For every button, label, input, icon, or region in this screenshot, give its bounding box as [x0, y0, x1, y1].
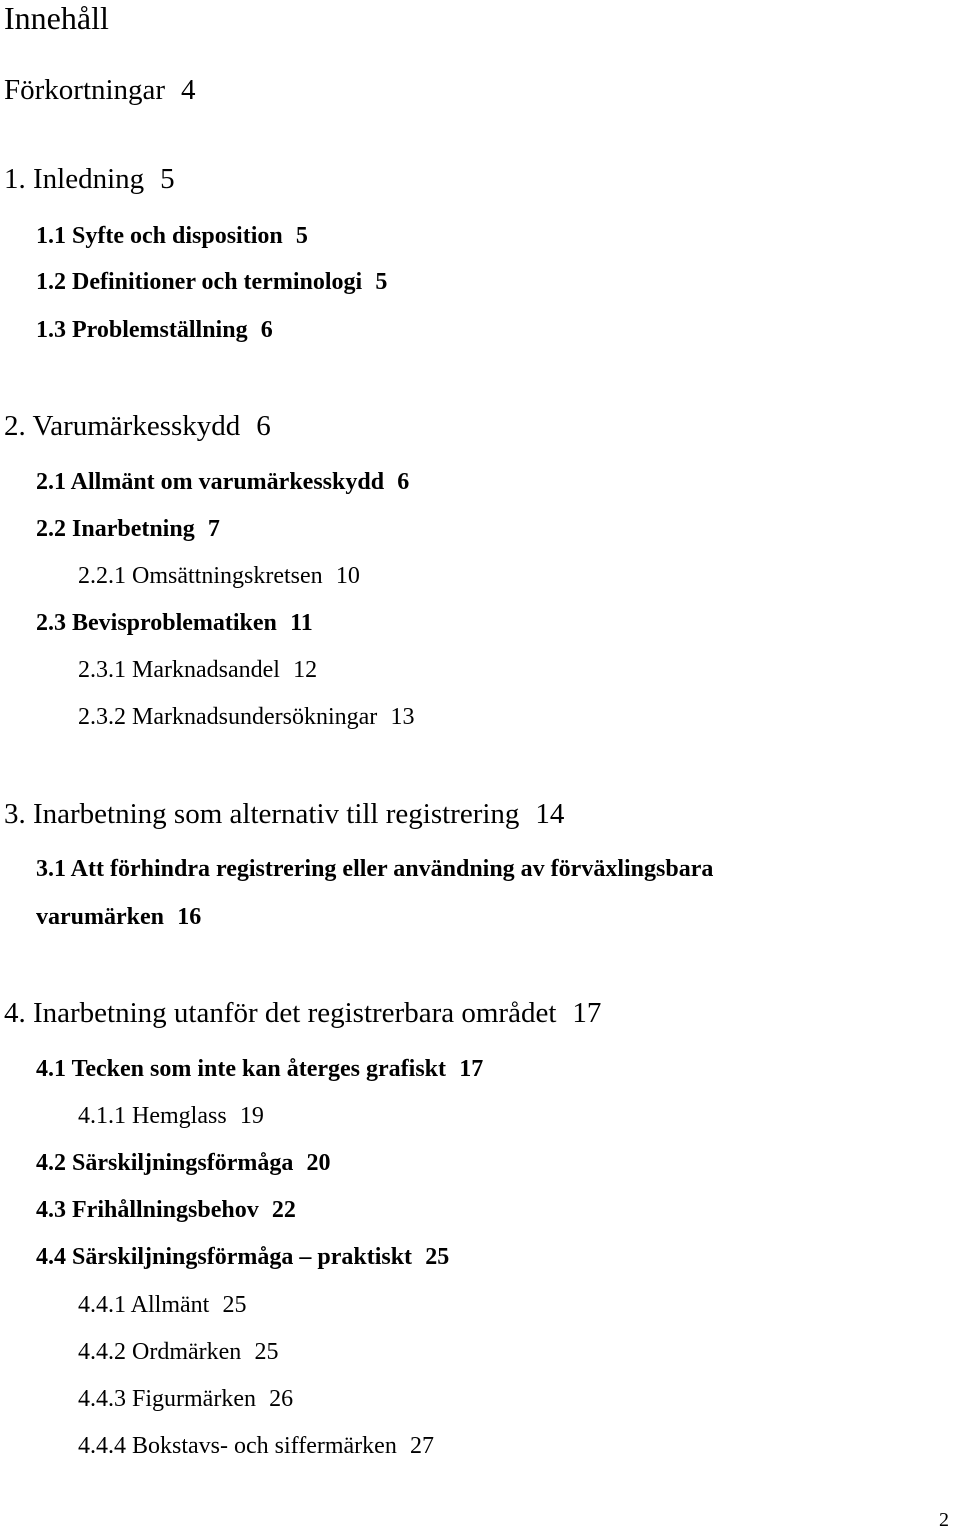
toc-entry-label: 2. Varumärkesskydd: [4, 410, 241, 442]
toc-entry: [36, 318, 273, 342]
toc-entry: [4, 999, 601, 1028]
toc-entry-page: 22: [271, 1197, 296, 1223]
toc-entry-label: 4. Inarbetning utanför det registrerbara området: [4, 997, 557, 1029]
toc-entry: [36, 1245, 449, 1269]
toc-entry-page: 25: [425, 1244, 450, 1270]
toc-entry: [78, 1387, 293, 1411]
toc-entry-page: 25: [254, 1339, 279, 1365]
toc-entry: [78, 1293, 247, 1317]
toc-entry-label: 1.3 Problemställning: [36, 317, 248, 343]
toc-entry-label: 4.4.2 Ordmärken: [78, 1339, 242, 1365]
toc-entry: [36, 1151, 331, 1175]
page-title: Innehåll: [4, 0, 109, 36]
toc-entry: [78, 705, 414, 729]
toc-entry: [78, 658, 317, 682]
toc-entry-page: 5: [295, 223, 308, 249]
toc-entry-label: 2.1 Allmänt om varumärkesskydd: [36, 469, 385, 495]
toc-entry: [36, 517, 220, 541]
toc-entry: [36, 470, 409, 494]
toc-entry-page: 7: [207, 516, 220, 542]
toc-entry-page: 17: [572, 997, 602, 1029]
toc-entry-label: 4.2 Särskiljningsförmåga: [36, 1150, 294, 1176]
toc-entry-label: 2.2.1 Omsättningskretsen: [78, 563, 323, 589]
toc-entry: [4, 76, 196, 105]
toc-entry-label: Förkortningar: [4, 74, 166, 106]
toc-entry-page: 6: [260, 317, 273, 343]
toc-entry-label: varumärken: [36, 904, 164, 930]
toc-entry-page: 26: [269, 1386, 294, 1412]
toc-entry-page: 5: [375, 269, 388, 295]
toc-entry-label: 4.4 Särskiljningsförmåga – praktiskt: [36, 1244, 413, 1270]
toc-entry: [78, 1340, 278, 1364]
toc-entry: [4, 165, 175, 194]
toc-entry: [36, 1198, 296, 1222]
toc-entry: [78, 564, 360, 588]
toc-entry-label: 4.4.3 Figurmärken: [78, 1386, 256, 1412]
toc-entry-label: 1. Inledning: [4, 163, 145, 195]
toc-entry-label: 4.3 Frihållningsbehov: [36, 1197, 259, 1223]
toc-entry-page: 4: [181, 74, 196, 106]
toc-entry-page: 25: [222, 1292, 247, 1318]
toc-entry-label: 4.1 Tecken som inte kan återges grafiskt: [36, 1056, 446, 1082]
toc-entry: [36, 611, 313, 635]
toc-entry: [4, 800, 564, 829]
toc-entry-label: 4.4.1 Allmänt: [78, 1292, 210, 1318]
toc-entry-page: 16: [177, 904, 202, 930]
toc-entry: [36, 857, 713, 881]
toc-entry-label: 2.3 Bevisproblematiken: [36, 610, 277, 636]
toc-entry-page: 20: [306, 1150, 331, 1176]
toc-entry-page: 5: [160, 163, 175, 195]
toc-entry: [36, 224, 308, 248]
toc-entry-page: 19: [239, 1103, 264, 1129]
toc-entry-page: 13: [390, 704, 415, 730]
toc-entry-page: 11: [290, 610, 313, 636]
toc-entry-page: 6: [256, 410, 271, 442]
toc-entry: [78, 1434, 434, 1458]
toc-entry-label: 4.1.1 Hemglass: [78, 1103, 227, 1129]
toc-entry-label: 2.2 Inarbetning: [36, 516, 195, 542]
toc-entry-page: 17: [459, 1056, 484, 1082]
toc-entry-label: 3. Inarbetning som alternativ till registrering: [4, 798, 520, 830]
toc-entry-page: 14: [535, 798, 565, 830]
toc-entry: [36, 1057, 483, 1081]
toc-entry: [4, 412, 271, 441]
toc-entry-page: 12: [293, 657, 318, 683]
toc-entry-label: 4.4.4 Bokstavs- och siffermärken: [78, 1433, 397, 1459]
toc-entry-label: 3.1 Att förhindra registrering eller användning av förväxlingsbara: [36, 856, 714, 882]
toc-entry: [78, 1104, 264, 1128]
toc-entry-page: 10: [335, 563, 360, 589]
toc-entry: [36, 270, 387, 294]
toc-entry-label: 1.1 Syfte och disposition: [36, 223, 283, 249]
toc-entry-page: 6: [397, 469, 410, 495]
toc-entry-label: 2.3.2 Marknadsundersökningar: [78, 704, 378, 730]
toc-entry-label: 1.2 Definitioner och terminologi: [36, 269, 363, 295]
toc-entry-page: 27: [410, 1433, 435, 1459]
toc-entry-label: 2.3.1 Marknadsandel: [78, 657, 280, 683]
page-number: 2: [939, 1509, 949, 1531]
toc-entry-continuation: [36, 905, 201, 929]
